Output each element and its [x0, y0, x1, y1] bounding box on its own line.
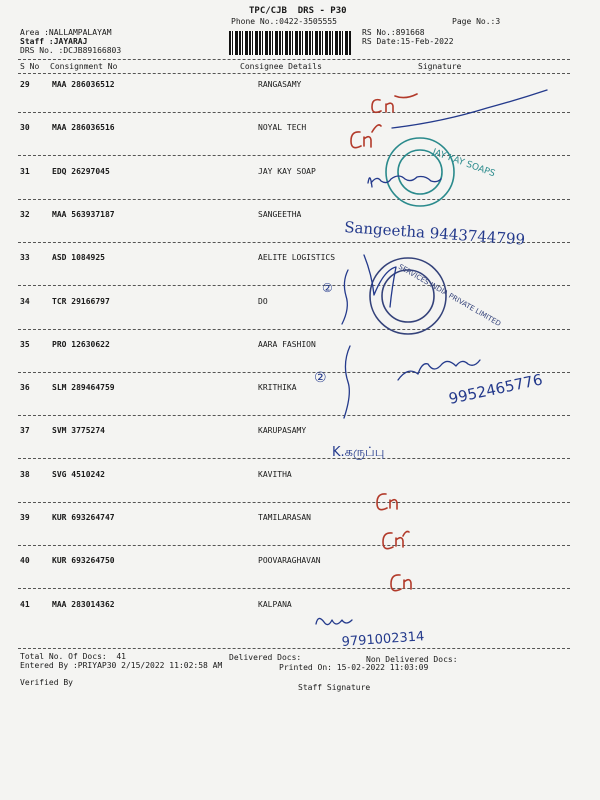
entered-by: Entered By :PRIYAP30 2/15/2022 11:02:58 AM: [20, 661, 223, 670]
row-sno: 38: [20, 470, 30, 479]
row-consignee: RANGASAMY: [258, 80, 302, 89]
signature-karupasamy: K.கருப்பு: [332, 445, 385, 460]
delivered-docs: Delivered Docs:: [229, 653, 302, 662]
brace-mark: [344, 346, 350, 418]
row-consignment-no: SLM 289464759: [52, 383, 115, 392]
col-consignment: Consignment No: [50, 62, 118, 71]
row-sno: 34: [20, 297, 30, 306]
row-consignee: AELITE LOGISTICS: [258, 253, 336, 262]
col-signature: Signature: [418, 62, 462, 71]
printed-on: Printed On: 15-02-2022 11:03:09: [279, 663, 429, 672]
handwritten-mark: [383, 532, 409, 549]
report-title: TPC/CJB DRS - P30: [249, 6, 347, 16]
row-sno: 35: [20, 340, 30, 349]
row-sno: 41: [20, 600, 30, 609]
drs-number: DRS No. :DCJB89166803: [20, 46, 122, 55]
row-consignment-no: EDQ 26297045: [52, 167, 110, 176]
row-sno: 31: [20, 167, 30, 176]
page-number: Page No.:3: [452, 17, 501, 26]
svg-text:SERVICES INDIA PRIVATE LIMITED: SERVICES INDIA PRIVATE LIMITED: [397, 262, 503, 329]
row-consignment-no: ASD 1084925: [52, 253, 105, 262]
circled-two-mark: ②: [314, 370, 327, 386]
row-consignment-no: TCR 29166797: [52, 297, 110, 306]
row-consignment-no: SVG 4510242: [52, 470, 105, 479]
svg-text:JAY KAY SOAPS: JAY KAY SOAPS: [430, 147, 497, 180]
handwritten-mark: [368, 176, 441, 187]
row-consignee: KRITHIKA: [258, 383, 297, 392]
stamp-jaykay: [386, 138, 497, 206]
stamp-aelite: [364, 255, 502, 334]
rs-date: RS Date:15-Feb-2022: [362, 37, 454, 46]
row-sno: 36: [20, 383, 30, 392]
handwritten-mark: [391, 575, 411, 591]
non-delivered-docs: Non Delivered Docs:: [366, 655, 458, 664]
row-consignment-no: SVM 3775274: [52, 426, 105, 435]
row-consignment-no: MAA 283014362: [52, 600, 115, 609]
footer-rule: [18, 648, 570, 649]
row-consignee: DO: [258, 297, 268, 306]
row-consignment-no: PRO 12630622: [52, 340, 110, 349]
handwritten-mark: [316, 618, 352, 624]
staff-field: Staff :JAYARAJ: [20, 37, 88, 46]
row-consignment-no: MAA 563937187: [52, 210, 115, 219]
signature-krithika: 9952465776: [447, 370, 545, 408]
row-sno: 37: [20, 426, 30, 435]
signature-sangeetha: Sangeetha 9443744799: [343, 218, 526, 249]
row-consignment-no: KUR 693264747: [52, 513, 115, 522]
row-sno: 29: [20, 80, 30, 89]
row-consignee: KAVITHA: [258, 470, 292, 479]
verified-by: Verified By: [20, 678, 73, 687]
signature-kalpana: 9791002314: [341, 629, 425, 650]
row-sno: 33: [20, 253, 30, 262]
area-field: Area :NALLAMPALAYAM: [20, 28, 112, 37]
row-consignee: KALPANA: [258, 600, 292, 609]
row-consignee: TAMILARASAN: [258, 513, 311, 522]
row-sno: 40: [20, 556, 30, 565]
row-consignee: AARA FASHION: [258, 340, 316, 349]
col-consignee: Consignee Details: [240, 62, 322, 71]
col-sno: S No: [20, 62, 40, 71]
handwritten-mark: [351, 125, 381, 148]
total-docs: Total No. Of Docs: 41: [20, 652, 126, 661]
row-sno: 32: [20, 210, 30, 219]
row-consignee: JAY KAY SOAP: [258, 167, 316, 176]
handwritten-mark: [372, 94, 417, 112]
row-sno: 30: [20, 123, 30, 132]
row-sno: 39: [20, 513, 30, 522]
handwritten-mark: [377, 494, 397, 510]
rs-number: RS No.:891668: [362, 28, 425, 37]
brace-mark: [342, 270, 348, 324]
staff-signature: Staff Signature: [298, 683, 371, 692]
row-consignment-no: MAA 286036512: [52, 80, 115, 89]
row-consignee: POOVARAGHAVAN: [258, 556, 321, 565]
row-consignee: NOYAL TECH: [258, 123, 307, 132]
row-consignment-no: KUR 693264750: [52, 556, 115, 565]
row-consignee: SANGEETHA: [258, 210, 302, 219]
handwritten-mark: [398, 360, 480, 380]
circled-two-mark: ②: [322, 281, 333, 295]
phone-number: Phone No.:0422-3505555: [231, 17, 337, 26]
row-consignment-no: MAA 286036516: [52, 123, 115, 132]
row-consignee: KARUPASAMY: [258, 426, 307, 435]
